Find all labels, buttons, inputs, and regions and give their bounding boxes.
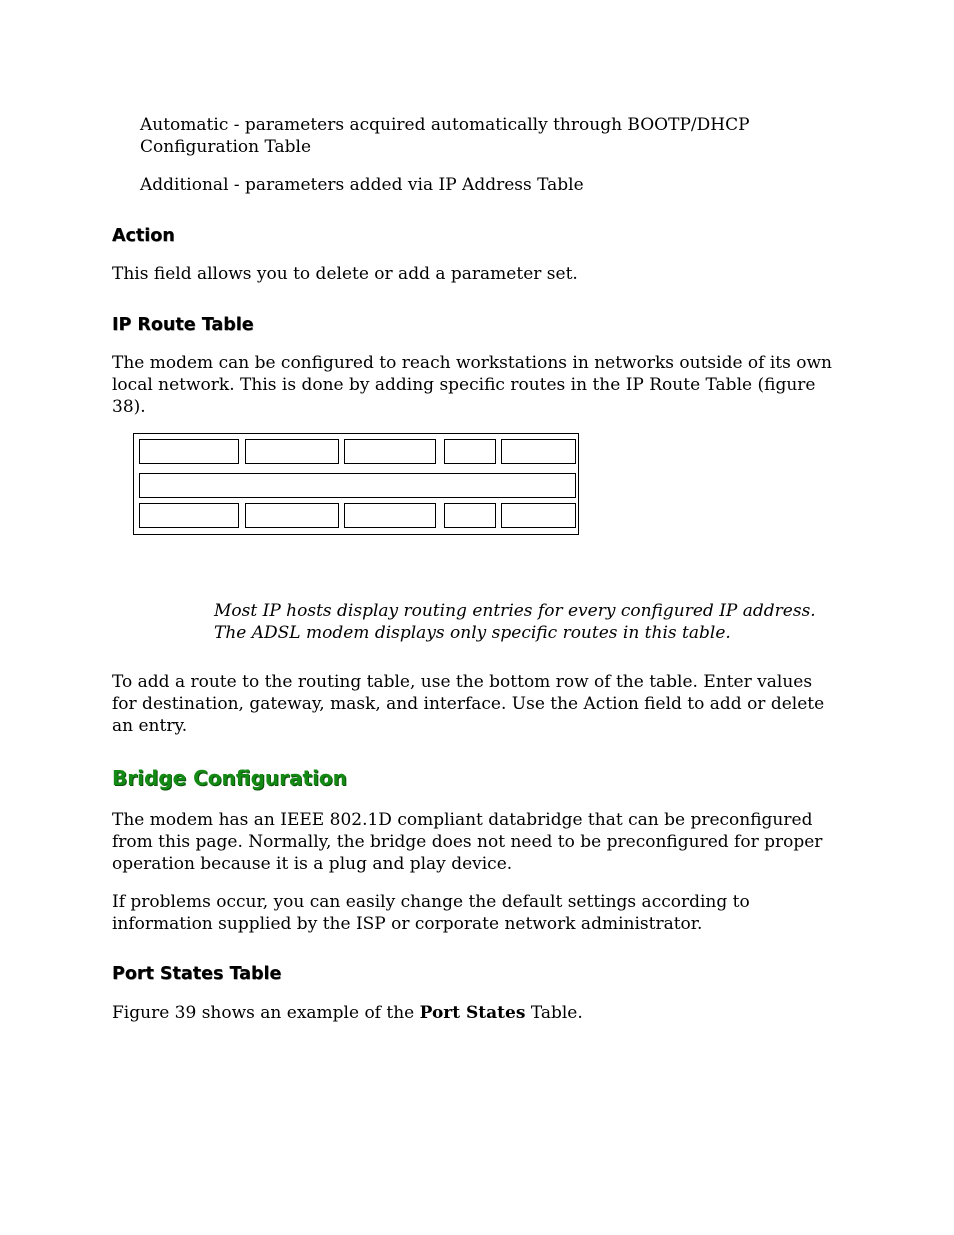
ip-route-table-figure — [133, 433, 579, 535]
ip-route-add-text: To add a route to the routing table, use the bottom row of the table. Enter values for destination, gateway, mask, and interface. Use the Action field to add or delete an entry. — [112, 672, 825, 736]
route-cell — [501, 439, 576, 464]
port-states-heading: Port States Table — [112, 964, 282, 984]
route-separator-row — [139, 473, 576, 498]
route-cell — [444, 439, 496, 464]
route-cell — [139, 503, 239, 528]
route-cell — [245, 503, 339, 528]
route-cell — [344, 503, 436, 528]
ip-route-text: The modem can be configured to reach workstations in networks outside of its own local network. This is done by adding specific routes in the IP Route Table (figure 38). — [112, 353, 832, 417]
action-text: This field allows you to delete or add a parameter set. — [112, 264, 578, 284]
bridge-paragraph-2: If problems occur, you can easily change the default settings according to information supplied by the ISP or corporate network administrator. — [112, 892, 750, 934]
port-states-text-before: Figure 39 shows an example of the — [112, 1003, 420, 1023]
ip-route-heading: IP Route Table — [112, 315, 254, 335]
port-states-bold: Port States — [419, 1003, 526, 1023]
route-cell — [245, 439, 339, 464]
definition-additional: Additional - parameters added via IP Address Table — [140, 175, 584, 195]
bridge-paragraph-1: The modem has an IEEE 802.1D compliant databridge that can be preconfigured from this page. Normally, the bridge does not need to be preconfigured for proper operation because it is a plug and play device. — [112, 810, 823, 874]
route-cell — [344, 439, 436, 464]
bridge-heading: Bridge Configuration — [112, 766, 347, 790]
definition-automatic: Automatic - parameters acquired automatically through BOOTP/DHCP Configuration Table — [140, 115, 750, 157]
port-states-text-after: Table. — [525, 1003, 583, 1023]
route-cell — [501, 503, 576, 528]
ip-route-note: Most IP hosts display routing entries for every configured IP address. The ADSL modem displays only specific routes in this table. — [214, 601, 816, 643]
route-cell — [139, 439, 239, 464]
action-heading: Action — [112, 226, 175, 246]
port-states-text — [112, 1002, 842, 1024]
route-cell — [444, 503, 496, 528]
